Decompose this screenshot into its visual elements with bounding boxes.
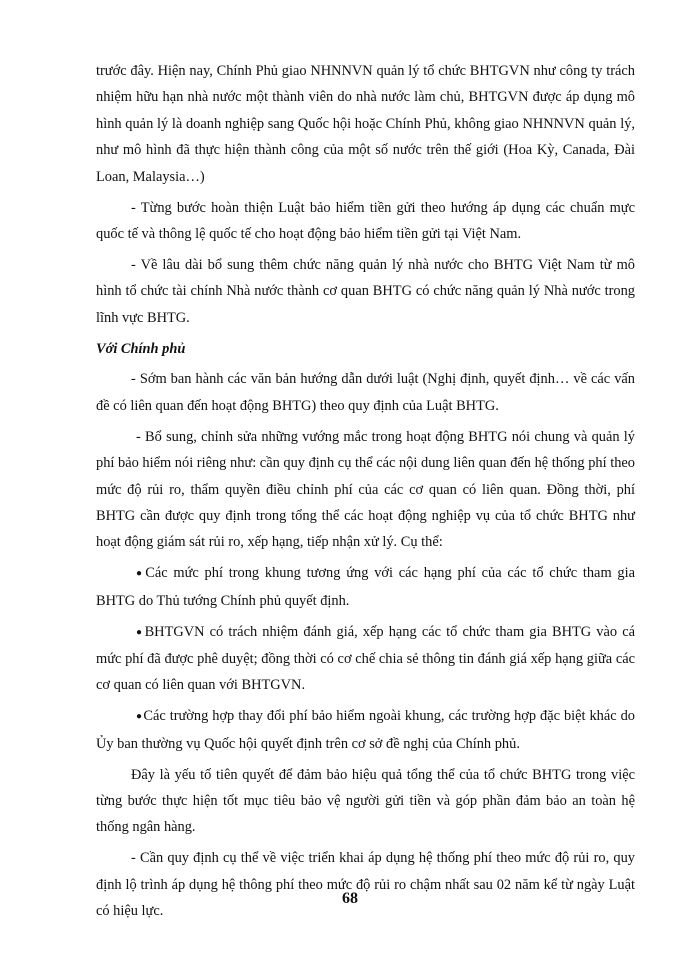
bullet-icon: ● bbox=[136, 626, 144, 638]
bullet-item-text: Các mức phí trong khung tương ứng với các hạng phí của các tổ chức tham gia BHTG do Thủ tướng Chính phủ quyết định. bbox=[96, 565, 635, 609]
paragraph-6: Đây là yếu tố tiên quyết để đảm bảo hiệu quả tổng thể của tổ chức BHTG trong việc từng bước thực hiện tốt mục tiêu bảo vệ người gửi tiền và góp phần đảm bảo an toàn hệ thống ngân hàng. bbox=[96, 766, 635, 836]
paragraph-7: - Cần quy định cụ thể về việc triển khai áp dụng hệ thống phí theo mức độ rủi ro, quy định lộ trình áp dụng hệ thông phí theo mức độ rủi ro chậm nhất sau 02 năm kể từ ngày Luật có hiệu lực. bbox=[96, 850, 635, 920]
section-heading: Với Chính phủ bbox=[96, 340, 186, 357]
document-body bbox=[96, 58, 635, 929]
paragraph-5: - Bổ sung, chỉnh sửa những vướng mắc trong hoạt động BHTG nói chung và quản lý phí bảo hiểm nói riêng như: cần quy định cụ thể các nội dung liên quan đến hệ thống phí theo mức độ rủi ro, thẩm quyền điều chỉnh phí của các cơ quan có liên quan. Đồng thời, phí BHTG cần được quy định trong tổng thể các hoạt động nghiệp vụ của tổ chức BHTG như hoạt động giám sát rủi ro, xếp hạng, tiếp nhận xử lý. Cụ thể: bbox=[96, 428, 635, 551]
bullet-item-text: Các trường hợp thay đổi phí bảo hiểm ngoài khung, các trường hợp đặc biệt khác do Ủy ban thường vụ Quốc hội quyết định trên cơ sở đề nghị của Chính phủ. bbox=[96, 708, 635, 752]
bullet-item-1 bbox=[96, 560, 635, 614]
bullet-item-3 bbox=[96, 703, 635, 757]
paragraph-2: - Từng bước hoàn thiện Luật bảo hiểm tiền gửi theo hướng áp dụng các chuẩn mực quốc tế và thông lệ quốc tế cho hoạt động bảo hiểm tiền gửi tại Việt Nam. bbox=[96, 199, 635, 242]
bullet-item-2 bbox=[96, 619, 635, 699]
paragraph-4: - Sớm ban hành các văn bản hướng dẫn dưới luật (Nghị định, quyết định… về các vấn đề có liên quan đến hoạt động BHTG) theo quy định của Luật BHTG. bbox=[96, 371, 635, 414]
paragraph-3: - Về lâu dài bổ sung thêm chức năng quản lý nhà nước cho BHTG Việt Nam từ mô hình tổ chức tài chính Nhà nước thành cơ quan BHTG có chức năng quản lý Nhà nước trong lĩnh vực BHTG. bbox=[96, 256, 635, 326]
bullet-item-text: BHTGVN có trách nhiệm đánh giá, xếp hạng các tổ chức tham gia BHTG vào cá mức phí đã được phê duyệt; đồng thời có cơ chế chia sẻ thông tin đánh giá xếp hạng giữa các cơ quan có liên quan với BHTGVN. bbox=[96, 623, 635, 694]
paragraph-1: trước đây. Hiện nay, Chính Phủ giao NHNNVN quản lý tổ chức BHTGVN như công ty trách nhiệm hữu hạn nhà nước một thành viên do nhà nước làm chủ, BHTGVN được áp dụng mô hình quản lý là doanh nghiệp sang Quốc hội hoặc Chính Phủ, không giao NHNNVN quản lý, như mô hình đã thực hiện thành công của một số nước trên thế giới (Hoa Kỳ, Canada, Đài Loan, Malaysia…) bbox=[96, 63, 635, 185]
page-number: 68 bbox=[342, 890, 358, 907]
bullet-icon: ● bbox=[136, 711, 143, 723]
bullet-icon: ● bbox=[136, 568, 145, 580]
